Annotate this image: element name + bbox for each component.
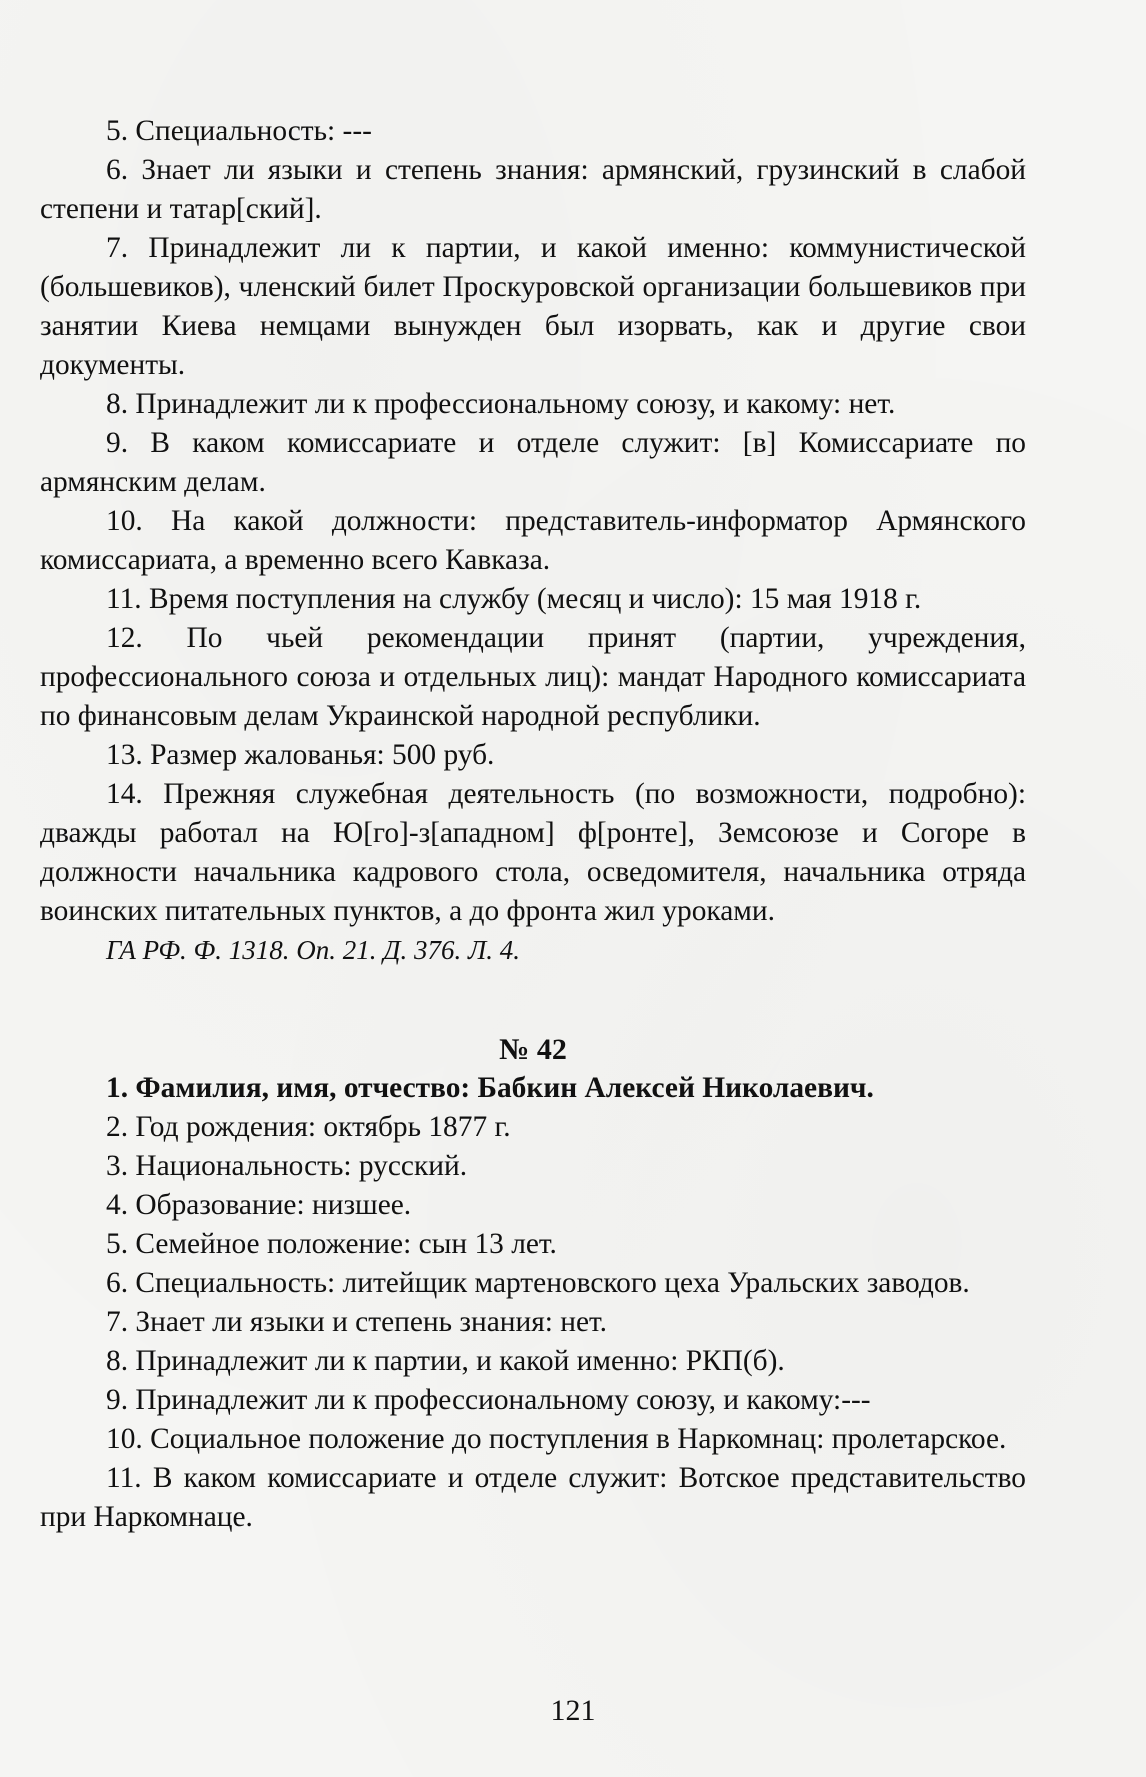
item-b-11: 11. В каком комиссариате и отделе служит: Вотское представительство при Наркомнаце.	[40, 1462, 1026, 1533]
item-b-7: 7. Знает ли языки и степень знания: нет.	[106, 1306, 607, 1338]
document-number-heading: № 42	[499, 1033, 567, 1066]
item-a-14: 14. Прежняя служебная деятельность (по возможности, подробно): дважды работал на Ю[го]-з[ападном] ф[ронте], Земсоюзе и Согоре в должности начальника кадрового стола, осведомителя, начальника отряда воинских питательных пунктов, а до фронта жил уроками.	[40, 778, 1026, 927]
item-b-6: 6. Специальность: литейщик мартеновского цеха Уральских заводов.	[106, 1267, 970, 1299]
archive-source: ГА РФ. Ф. 1318. Оп. 21. Д. 376. Л. 4.	[106, 935, 520, 965]
item-a-7: 7. Принадлежит ли к партии, и какой именно: коммунистической (большевиков), членский билет Проскуровской организации большевиков при занятии Киева немцами вынужден был изорвать, как и другие свои документы.	[40, 232, 1026, 381]
item-b-3: 3. Национальность: русский.	[106, 1150, 468, 1182]
item-b-10: 10. Социальное положение до поступления в Наркомнац: пролетарское.	[106, 1423, 1007, 1455]
item-a-9: 9. В каком комиссариате и отделе служит: [в] Комиссариате по армянским делам.	[40, 427, 1026, 498]
item-b-2: 2. Год рождения: октябрь 1877 г.	[106, 1111, 511, 1143]
item-a-11: 11. Время поступления на службу (месяц и число): 15 мая 1918 г.	[106, 583, 922, 615]
item-b-8: 8. Принадлежит ли к партии, и какой именно: РКП(б).	[106, 1345, 785, 1377]
item-a-12: 12. По чьей рекомендации принят (партии, учреждения, профессионального союза и отдельных лиц): мандат Народного комиссариата по финансовым делам Украинской народной республики.	[40, 622, 1026, 732]
item-a-13: 13. Размер жалованья: 500 руб.	[106, 739, 495, 771]
item-b-5: 5. Семейное положение: сын 13 лет.	[106, 1228, 557, 1260]
item-b-1: 1. Фамилия, имя, отчество: Бабкин Алексей Николаевич.	[106, 1072, 874, 1104]
item-a-10: 10. На какой должности: представитель-информатор Армянского комиссариата, а временно всего Кавказа.	[40, 505, 1026, 576]
item-a-6: 6. Знает ли языки и степень знания: армянский, грузинский в слабой степени и татар[ский].	[40, 154, 1026, 225]
item-b-9: 9. Принадлежит ли к профессиональному союзу, и какому:---	[106, 1384, 871, 1416]
item-a-5: 5. Специальность: ---	[106, 115, 372, 147]
item-b-4: 4. Образование: низшее.	[106, 1189, 412, 1221]
page-number: 121	[550, 1694, 596, 1727]
page-body	[40, 112, 1026, 1537]
item-a-8: 8. Принадлежит ли к профессиональному союзу, и какому: нет.	[106, 388, 896, 420]
